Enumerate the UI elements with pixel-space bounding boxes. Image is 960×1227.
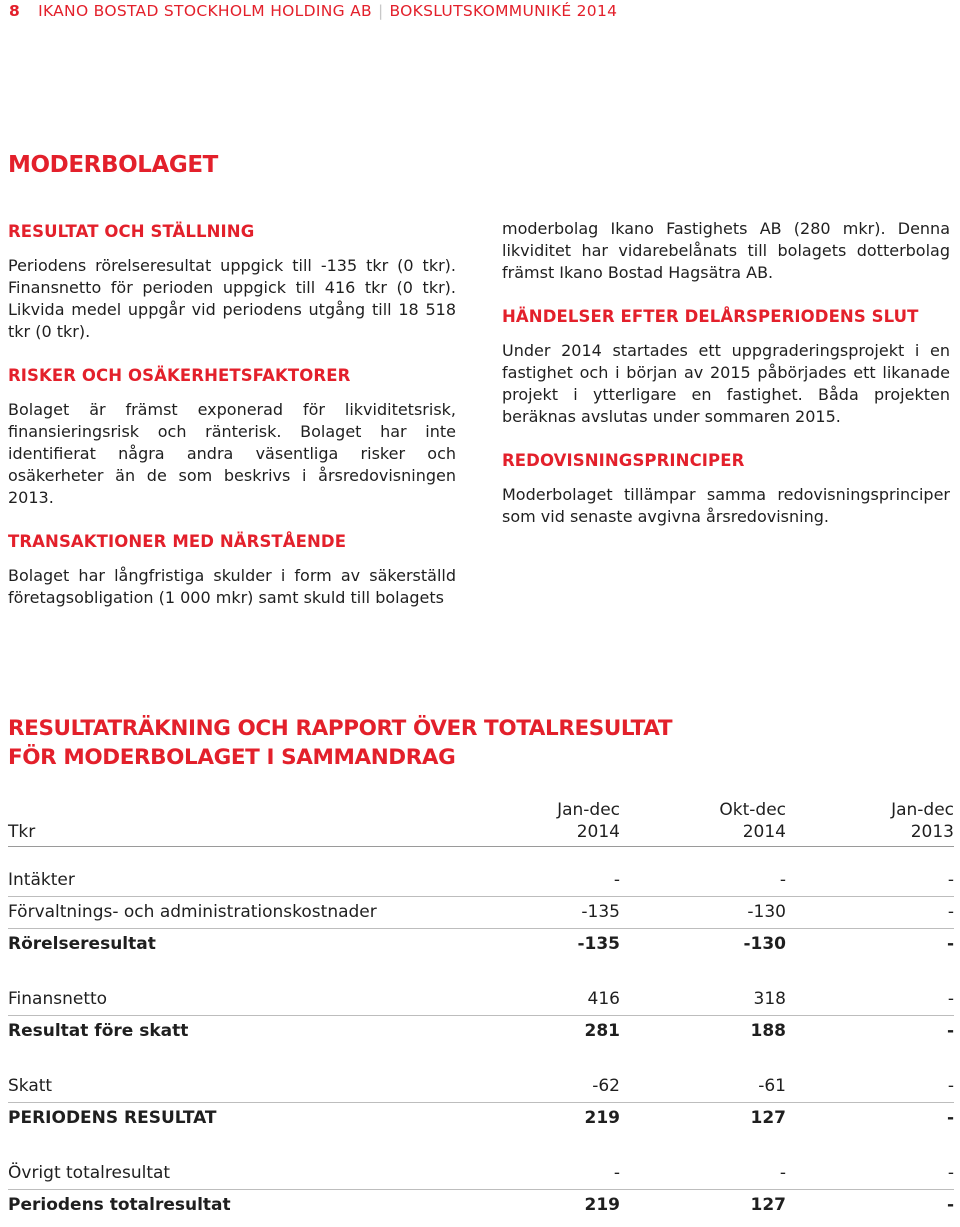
row-label: PERIODENS RESULTAT — [8, 1108, 217, 1128]
table-row — [8, 1158, 954, 1190]
table-row-subtotal — [8, 1016, 954, 1047]
row-label: Finansnetto — [8, 989, 108, 1009]
table-body — [8, 865, 954, 1221]
cell-value: 127 — [750, 1195, 786, 1215]
table-title — [8, 714, 672, 772]
table-row — [8, 984, 954, 1016]
income-statement-table — [8, 798, 954, 1221]
handelser-heading: HÄNDELSER EFTER DELÅRSPERIODENS SLUT — [502, 307, 919, 326]
row-label: Övrigt totalresultat — [8, 1163, 171, 1183]
column-header-jan-dec-2014: Jan-dec 2014 — [557, 800, 620, 842]
column-header-okt-dec-2014: Okt-dec 2014 — [719, 800, 786, 842]
cell-value: - — [779, 870, 786, 890]
table-title-line1: RESULTATRÄKNING OCH RAPPORT ÖVER TOTALRESULTAT — [8, 716, 673, 741]
resultat-heading: RESULTAT OCH STÄLLNING — [8, 222, 255, 241]
table-row-subtotal — [8, 1103, 954, 1134]
cell-value: -130 — [743, 934, 786, 954]
redovisning-text: Moderbolaget tillämpar samma redovisningsprinciper som vid senaste avgivna årsredovisning. — [502, 485, 950, 526]
table-row-subtotal — [8, 929, 954, 960]
cell-value: -61 — [758, 1076, 786, 1096]
header-company: IKANO BOSTAD STOCKHOLM HOLDING AB — [38, 2, 372, 20]
cell-value: - — [613, 870, 620, 890]
cell-value: 188 — [750, 1021, 786, 1041]
left-column — [8, 221, 456, 609]
unit-label: Tkr — [8, 822, 36, 842]
risker-text: Bolaget är främst exponerad för likviditetsrisk, finansieringsrisk och ränterisk. Bolaget har inte identifierat några andra väsentliga risker och osäkerheter än de som beskrivs i årsredovisningen 2013. — [8, 400, 456, 507]
row-label: Intäkter — [8, 870, 75, 890]
header-separator: | — [377, 2, 384, 20]
redovisning-heading: REDOVISNINGSPRINCIPER — [502, 451, 745, 470]
resultat-text: Periodens rörelseresultat uppgick till -135 tkr (0 tkr). Finansnetto för perioden uppgick till 416 tkr (0 tkr). Likvida medel uppgår vid periodens utgång till 18 518 tkr (0 tkr). — [8, 256, 456, 341]
table-row-total — [8, 1190, 954, 1221]
table-row — [8, 865, 954, 897]
row-label: Förvaltnings- och administrationskostnader — [8, 902, 377, 922]
table-title-line2: FÖR MODERBOLAGET I SAMMANDRAG — [8, 745, 456, 770]
cell-value: 281 — [584, 1021, 620, 1041]
cell-value: -62 — [592, 1076, 620, 1096]
cell-value: - — [947, 1163, 954, 1183]
risker-heading: RISKER OCH OSÄKERHETSFAKTORER — [8, 366, 351, 385]
handelser-text: Under 2014 startades ett uppgraderingsprojekt i en fastighet och i början av 2015 påbörjades ett likanade projekt i ytterligare en fastighet. Båda projekten beräknas avslutas under sommaren 2015. — [502, 341, 950, 426]
cell-value: -135 — [577, 934, 620, 954]
column-header-jan-dec-2013: Jan-dec 2013 — [891, 800, 954, 842]
cell-value: -130 — [747, 902, 786, 922]
cell-value: - — [947, 989, 954, 1009]
cell-value: 416 — [587, 989, 620, 1009]
cell-value: - — [947, 870, 954, 890]
cell-value: - — [946, 934, 954, 954]
transaktioner-text: Bolaget har långfristiga skulder i form av säkerställd företagsobligation (1 000 mkr) samt skuld till bolagets — [8, 566, 456, 607]
transaktioner-heading: TRANSAKTIONER MED NÄRSTÅENDE — [8, 532, 347, 551]
cell-value: 127 — [750, 1108, 786, 1128]
cell-value: - — [947, 1076, 954, 1096]
cell-value: 219 — [584, 1195, 620, 1215]
page-number: 8 — [9, 2, 21, 20]
cell-value: - — [779, 1163, 786, 1183]
table-header — [8, 798, 954, 847]
cell-value: -135 — [581, 902, 620, 922]
cell-value: - — [947, 902, 954, 922]
continuation-text: moderbolag Ikano Fastighets AB (280 mkr). Denna likviditet har vidarebelånats till bolagets dotterbolag främst Ikano Bostad Hagsätra AB. — [502, 219, 950, 282]
row-label: Periodens totalresultat — [8, 1195, 231, 1215]
cell-value: - — [946, 1021, 954, 1041]
cell-value: - — [946, 1108, 954, 1128]
row-label: Resultat före skatt — [8, 1021, 189, 1041]
row-label: Rörelseresultat — [8, 934, 156, 954]
cell-value: - — [946, 1195, 954, 1215]
right-column — [502, 218, 950, 528]
cell-value: 219 — [584, 1108, 620, 1128]
running-header — [9, 2, 617, 20]
cell-value: 318 — [753, 989, 786, 1009]
cell-value: - — [613, 1163, 620, 1183]
row-label: Skatt — [8, 1076, 53, 1096]
table-row — [8, 897, 954, 929]
section-title: MODERBOLAGET — [8, 152, 218, 178]
header-document: BOKSLUTSKOMMUNIKÉ 2014 — [389, 2, 618, 20]
table-row — [8, 1071, 954, 1103]
